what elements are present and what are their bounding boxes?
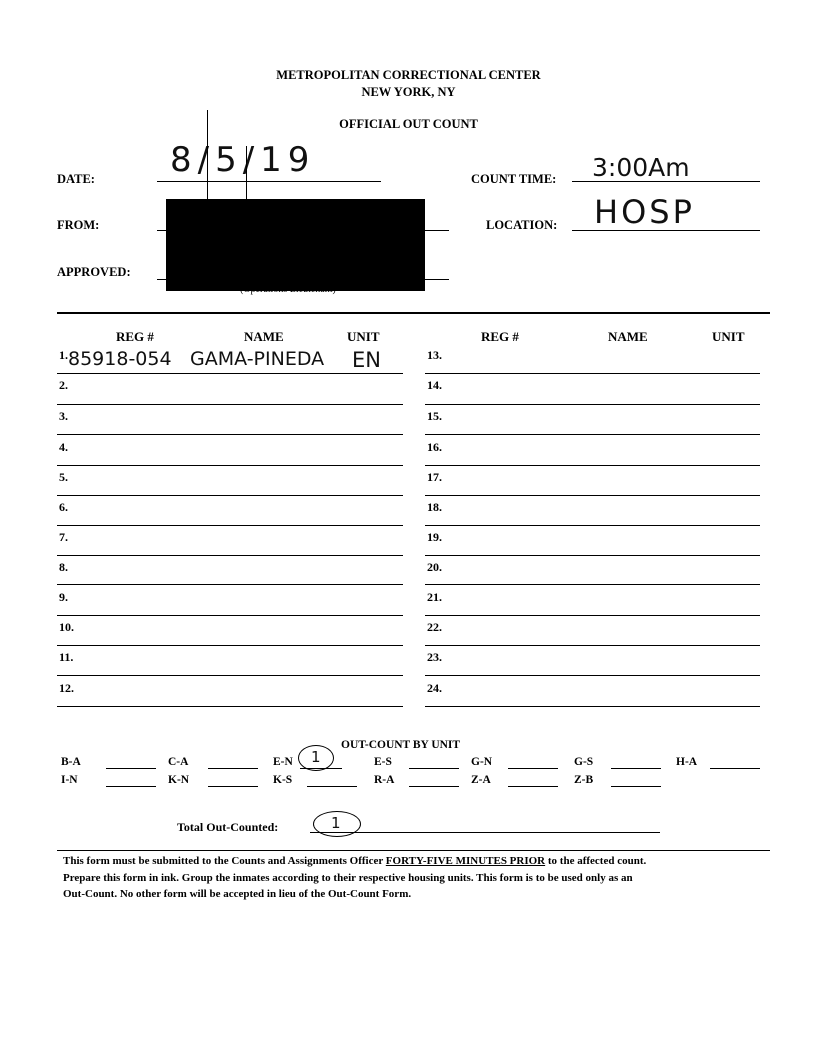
row-number: 14. bbox=[427, 378, 442, 392]
row-line bbox=[425, 434, 760, 435]
row-number: 11. bbox=[59, 650, 74, 664]
col-reg-left: REG # bbox=[116, 329, 154, 344]
instructions bbox=[63, 853, 768, 903]
row-line bbox=[425, 615, 760, 616]
unit-line bbox=[611, 786, 661, 787]
instructions-line3: Out-Count. No other form will be accepted in lieu of the Out-Count Form. bbox=[63, 888, 412, 900]
row-line bbox=[57, 555, 403, 556]
instructions-emphasis: FORTY-FIVE MINUTES PRIOR bbox=[385, 855, 546, 867]
total-line bbox=[310, 832, 660, 833]
row-line bbox=[57, 465, 403, 466]
unit-label: K-S bbox=[273, 774, 293, 786]
row-line bbox=[57, 615, 403, 616]
total-value: 1 bbox=[331, 814, 341, 832]
outcount-title: OUT-COUNT BY UNIT bbox=[341, 739, 461, 751]
from-label: FROM: bbox=[57, 218, 100, 232]
row-line bbox=[425, 584, 760, 585]
row-number: 5. bbox=[59, 470, 68, 484]
unit-label: H-A bbox=[676, 756, 698, 768]
facility-name: METROPOLITAN CORRECTIONAL CENTER bbox=[276, 68, 541, 82]
row-number: 15. bbox=[427, 409, 442, 423]
unit-label: R-A bbox=[374, 774, 395, 786]
row-line bbox=[425, 495, 760, 496]
row-number: 20. bbox=[427, 560, 442, 574]
col-reg-right: REG # bbox=[481, 329, 519, 344]
row-line bbox=[57, 645, 403, 646]
row-number: 18. bbox=[427, 500, 442, 514]
row-line bbox=[425, 373, 760, 374]
row-line bbox=[57, 495, 403, 496]
instructions-text: This form must be submitted to the Counts and Assignments Officer bbox=[63, 855, 386, 867]
row-number: 9. bbox=[59, 590, 68, 604]
location-label: LOCATION: bbox=[486, 218, 558, 232]
unit-label: Z-A bbox=[471, 774, 491, 786]
unit-label: I-N bbox=[61, 774, 78, 786]
col-unit-left: UNIT bbox=[347, 329, 380, 344]
row-number: 21. bbox=[427, 590, 442, 604]
instructions-line2: Prepare this form in ink. Group the inmates according to their respective housing units. This form is to be used only as an bbox=[63, 871, 633, 884]
redaction-block bbox=[166, 199, 425, 291]
unit-label: K-N bbox=[168, 774, 190, 786]
row-line bbox=[425, 706, 760, 707]
unit-line bbox=[208, 768, 258, 769]
row-number: 3. bbox=[59, 409, 68, 423]
row-line bbox=[57, 584, 403, 585]
unit-line bbox=[508, 768, 558, 769]
unit-label: C-A bbox=[168, 756, 189, 768]
unit-line bbox=[208, 786, 258, 787]
row-line bbox=[57, 373, 403, 374]
unit-label: E-S bbox=[374, 756, 392, 768]
count-time-value: 3:00Am bbox=[592, 153, 690, 182]
unit-label: G-S bbox=[574, 756, 594, 768]
col-name-left: NAME bbox=[244, 329, 284, 344]
date-label: DATE: bbox=[57, 172, 95, 186]
row-number: 24. bbox=[427, 681, 442, 695]
row-line bbox=[57, 675, 403, 676]
row-number: 4. bbox=[59, 440, 68, 454]
table-separator bbox=[57, 312, 770, 314]
row-number: 13. bbox=[427, 348, 442, 362]
row-line bbox=[57, 404, 403, 405]
row-line bbox=[425, 525, 760, 526]
location-value: HOSP bbox=[594, 193, 695, 231]
row-line bbox=[425, 675, 760, 676]
unit-label: G-N bbox=[471, 756, 493, 768]
row-line bbox=[425, 404, 760, 405]
unit-line bbox=[409, 786, 459, 787]
row-number: 16. bbox=[427, 440, 442, 454]
unit-line bbox=[106, 786, 156, 787]
unit-label: E-N bbox=[273, 756, 293, 768]
row-number: 17. bbox=[427, 470, 442, 484]
unit-label: Z-B bbox=[574, 774, 594, 786]
unit-line bbox=[710, 768, 760, 769]
row-line bbox=[425, 645, 760, 646]
row-number: 2. bbox=[59, 378, 68, 392]
row-unit: EN bbox=[352, 348, 381, 372]
instructions-line1 bbox=[63, 853, 768, 870]
row-number: 23. bbox=[427, 650, 442, 664]
unit-label: B-A bbox=[61, 756, 81, 768]
date-value: 8/5/19 bbox=[170, 140, 316, 180]
row-number: 19. bbox=[427, 530, 442, 544]
row-line bbox=[425, 555, 760, 556]
unit-line bbox=[307, 786, 357, 787]
row-number: 6. bbox=[59, 500, 68, 514]
approved-label: APPROVED: bbox=[57, 265, 131, 279]
date-slash-stroke bbox=[207, 110, 208, 205]
row-number: 10. bbox=[59, 620, 74, 634]
unit-line bbox=[409, 768, 459, 769]
row-line bbox=[57, 706, 403, 707]
date-slash-stroke bbox=[246, 146, 247, 202]
col-unit-right: UNIT bbox=[712, 329, 745, 344]
unit-line bbox=[611, 768, 661, 769]
row-number: 8. bbox=[59, 560, 68, 574]
row-name: GAMA-PINEDA bbox=[190, 348, 325, 370]
row-number: 12. bbox=[59, 681, 74, 695]
row-reg: 85918-054 bbox=[68, 348, 172, 370]
row-line bbox=[57, 434, 403, 435]
row-number: 22. bbox=[427, 620, 442, 634]
unit-line bbox=[508, 786, 558, 787]
instructions-text: to the affected count. bbox=[545, 855, 647, 867]
count-time-label: COUNT TIME: bbox=[471, 172, 557, 186]
facility-location: NEW YORK, NY bbox=[361, 85, 456, 99]
row-line bbox=[57, 525, 403, 526]
row-number: 1. bbox=[59, 348, 68, 362]
unit-line bbox=[106, 768, 156, 769]
date-line bbox=[157, 181, 381, 182]
row-line bbox=[425, 465, 760, 466]
instructions-separator bbox=[57, 850, 770, 851]
row-number: 7. bbox=[59, 530, 68, 544]
unit-value: 1 bbox=[311, 748, 321, 766]
col-name-right: NAME bbox=[608, 329, 648, 344]
total-label: Total Out-Counted: bbox=[177, 820, 279, 834]
form-title: OFFICIAL OUT COUNT bbox=[339, 117, 478, 131]
